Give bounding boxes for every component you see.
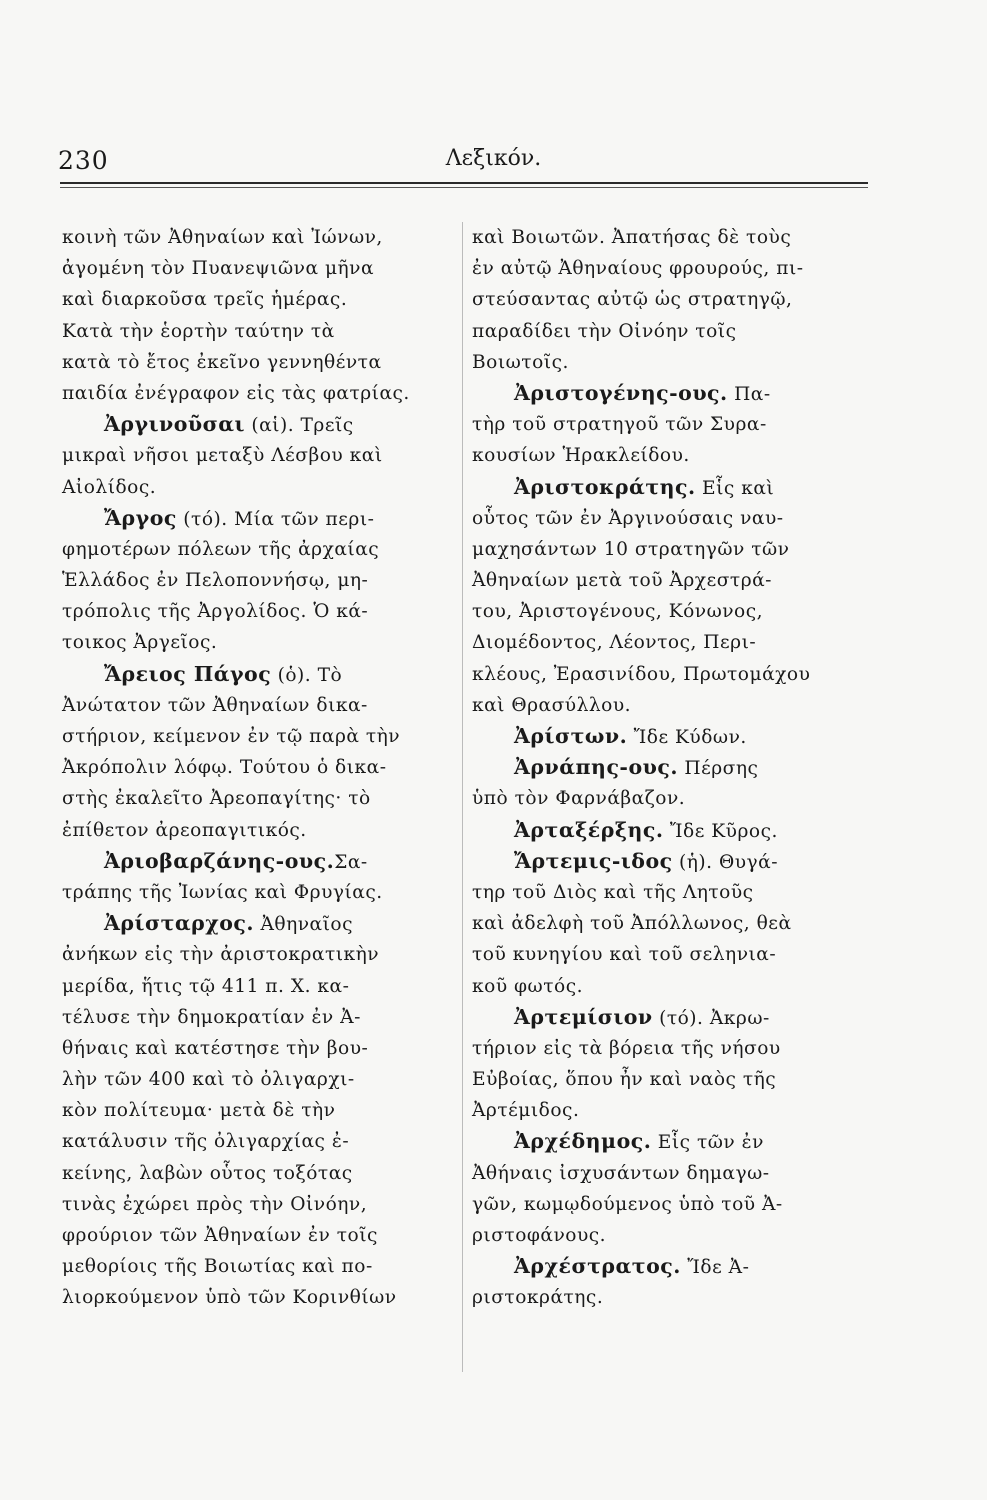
text-line	[62, 565, 454, 596]
text-line	[472, 596, 864, 627]
text-line	[62, 472, 454, 503]
line-text: (τό). Μία τῶν περι-	[176, 508, 375, 530]
running-head: Λεξικόν.	[445, 146, 542, 171]
line-text: στὴς ἐκαλεῖτο Ἀρεοπαγίτης· τὸ	[62, 788, 371, 810]
line-text: ἐν αὐτῷ Ἀθηναίους φρουρούς, πι-	[472, 258, 804, 280]
text-line	[62, 971, 454, 1002]
line-text: Σα-	[334, 851, 368, 873]
line-text: Βοιωτοῖς.	[472, 351, 569, 373]
line-text: κοινὴ τῶν Ἀθηναίων καὶ Ἰώνων,	[62, 227, 383, 248]
line-text: Ἀθηναῖος	[254, 914, 353, 936]
text-line	[62, 222, 454, 253]
line-text: Ἴδε Κύδων.	[627, 727, 747, 748]
text-line	[472, 783, 864, 814]
headword: Ἀριστοκράτης.	[514, 474, 696, 499]
line-text: κατάλυσιν τῆς ὀλιγαρχίας ἐ-	[62, 1131, 350, 1153]
entry-line	[472, 472, 864, 503]
text-line	[62, 440, 454, 471]
line-text: μικραὶ νῆσοι μεταξὺ Λέσβου καὶ	[62, 445, 383, 467]
line-text: τινὰς ἐχώρει πρὸς τὴν Οἰνόην,	[62, 1193, 368, 1215]
headword: Ἀρίστων.	[514, 724, 628, 748]
page-number: 230	[58, 146, 109, 175]
headword: Ἀρχέδημος.	[514, 1129, 652, 1154]
line-text: ριστοκράτης.	[472, 1287, 604, 1309]
text-line	[62, 1220, 454, 1251]
line-text: Ἴδε Ἀ-	[680, 1257, 750, 1279]
text-line	[472, 284, 864, 315]
text-line	[472, 253, 864, 284]
text-line	[62, 1251, 454, 1282]
text-line	[62, 877, 454, 908]
column-divider	[462, 222, 463, 1372]
line-text: (ἡ). Θυγά-	[672, 851, 778, 873]
line-text: ὑπὸ τὸν Φαρνάβαζον.	[472, 788, 686, 810]
text-line	[62, 378, 454, 409]
text-line	[62, 1282, 454, 1313]
text-line	[62, 347, 454, 378]
line-text: Πα-	[727, 383, 771, 405]
text-line	[472, 690, 864, 721]
headword: Ἀρχέστρατος.	[514, 1254, 681, 1279]
headword: Ἄρτεμις-ιδος	[514, 848, 673, 873]
line-text: Κατὰ τὴν ἑορτὴν ταύτην τὰ	[62, 320, 335, 342]
line-text: (ὁ). Τὸ	[271, 664, 343, 686]
line-text: γῶν, κωμῳδούμενος ὑπὸ τοῦ Ἀ-	[472, 1193, 783, 1215]
line-text: τρόπολις τῆς Ἀργολίδος. Ὁ κά-	[62, 601, 369, 623]
line-text: τήριον εἰς τὰ βόρεια τῆς νήσου	[472, 1037, 781, 1059]
line-text: μερίδα, ἥτις τῷ 411 π. Χ. κα-	[62, 975, 350, 997]
line-text: καὶ ἀδελφὴ τοῦ Ἀπόλλωνος, θεὰ	[472, 913, 792, 935]
text-line	[62, 690, 454, 721]
header-rule-thin	[60, 187, 868, 188]
line-text: Ἀθήναις ἰσχυσάντων δημαγω-	[472, 1162, 770, 1184]
text-line	[472, 1282, 864, 1313]
line-text: καὶ διαρκοῦσα τρεῖς ἡμέρας.	[62, 289, 348, 311]
line-text: μαχησάντων 10 στρατηγῶν τῶν	[472, 538, 790, 560]
text-line	[62, 1064, 454, 1095]
entry-line	[472, 1126, 864, 1157]
text-line	[62, 627, 454, 658]
text-line	[62, 1126, 454, 1157]
line-text: λὴν τῶν 400 καὶ τὸ ὀλιγαρχι-	[62, 1069, 355, 1091]
entry-line	[62, 409, 454, 440]
text-line	[472, 1033, 864, 1064]
headword: Ἀργινοῦσαι	[104, 412, 245, 437]
entry-line	[472, 846, 864, 877]
line-text: ἀνήκων εἰς τὴν ἀριστοκρατικὴν	[62, 944, 380, 966]
text-line	[472, 316, 864, 347]
headword: Ἀριστογένης-ους.	[514, 380, 728, 405]
text-line	[472, 565, 864, 596]
text-line	[62, 284, 454, 315]
text-line	[62, 721, 454, 752]
entry-line	[472, 752, 864, 783]
left-column	[62, 222, 454, 1314]
line-text: Ἀκρόπολιν λόφῳ. Τούτου ὁ δικα-	[62, 757, 387, 779]
text-line	[472, 1064, 864, 1095]
line-text: τέλυσε τὴν δημοκρατίαν ἐν Ἀ-	[62, 1006, 361, 1028]
header-rule	[60, 182, 868, 184]
text-line	[62, 1189, 454, 1220]
text-line	[62, 1158, 454, 1189]
line-text: παραδίδει τὴν Οἰνόην τοῖς	[472, 320, 737, 342]
line-text: τοῦ κυνηγίου καὶ τοῦ σεληνια-	[472, 944, 777, 966]
headword: Ἄργος	[104, 505, 177, 530]
text-line	[62, 316, 454, 347]
entry-line	[472, 1251, 864, 1282]
headword: Ἀρτεμίσιον	[514, 1004, 653, 1029]
text-line	[472, 971, 864, 1002]
line-text: κὸν πολίτευμα· μετὰ δὲ τὴν	[62, 1100, 336, 1122]
text-line	[472, 1220, 864, 1251]
headword: Ἄρειος Πάγος	[104, 661, 272, 686]
entry-line	[62, 846, 454, 877]
text-line	[472, 659, 864, 690]
line-text: τοικος Ἀργεῖος.	[62, 632, 218, 654]
line-text: φρούριον τῶν Ἀθηναίων ἐν τοῖς	[62, 1225, 378, 1246]
line-text: κατὰ τὸ ἔτος ἐκεῖνο γεννηθέντα	[62, 351, 382, 373]
headword: Ἀρίσταρχος.	[104, 911, 255, 936]
text-line	[472, 1095, 864, 1126]
line-text: καὶ Θρασύλλου.	[472, 694, 632, 716]
text-line	[62, 1002, 454, 1033]
line-text: παιδία ἐνέγραφον εἰς τὰς φατρίας.	[62, 382, 410, 404]
text-line	[62, 534, 454, 565]
line-text: τὴρ τοῦ στρατηγοῦ τῶν Συρα-	[472, 414, 767, 436]
text-line	[62, 939, 454, 970]
text-line	[472, 877, 864, 908]
headword: Ἀριοβαρζάνης-ους.	[104, 848, 335, 873]
line-text: τηρ τοῦ Διὸς καὶ τῆς Λητοῦς	[472, 881, 754, 903]
line-text: Ἀρτέμιδος.	[472, 1100, 580, 1122]
line-text: κείνης, λαβὼν οὗτος τοξότας	[62, 1162, 353, 1184]
line-text: (αἱ). Τρεῖς	[244, 415, 354, 437]
text-line	[62, 253, 454, 284]
text-line	[472, 534, 864, 565]
text-line	[472, 627, 864, 658]
text-line	[472, 503, 864, 534]
text-line	[472, 440, 864, 471]
line-text: Ἀνώτατον τῶν Ἀθηναίων δικα-	[62, 694, 368, 716]
line-text: Αἰολίδος.	[62, 476, 157, 498]
text-line	[472, 222, 864, 253]
line-text: κουσίων Ἡρακλείδου.	[472, 445, 690, 467]
line-text: Ἴδε Κῦρος.	[663, 820, 778, 842]
text-line	[472, 347, 864, 378]
entry-line	[472, 1002, 864, 1033]
text-line	[62, 1095, 454, 1126]
entry-line	[472, 721, 864, 752]
entry-line	[62, 659, 454, 690]
text-line	[62, 1033, 454, 1064]
line-text: στεύσαντας αὐτῷ ὡς στρατηγῷ,	[472, 289, 793, 311]
line-text: ριστοφάνους.	[472, 1225, 607, 1246]
right-column	[472, 222, 864, 1314]
line-text: Διομέδοντος, Λέοντος, Περι-	[472, 632, 757, 654]
headword: Ἀρταξέρξης.	[514, 817, 664, 842]
line-text: Εἷς καὶ	[695, 477, 775, 499]
text-line	[472, 1189, 864, 1220]
line-text: θήναις καὶ κατέστησε τὴν βου-	[62, 1037, 369, 1059]
text-line	[472, 908, 864, 939]
entry-line	[472, 815, 864, 846]
line-text: στήριον, κείμενον ἐν τῷ παρὰ τὴν	[62, 726, 401, 747]
line-text: Πέρσης	[677, 758, 759, 780]
line-text: φημοτέρων πόλεων τῆς ἀρχαίας	[62, 538, 380, 560]
line-text: (τό). Ἀκρω-	[652, 1007, 770, 1029]
line-text: Εὐβοίας, ὅπου ἦν καὶ ναὸς τῆς	[472, 1069, 777, 1091]
line-text: κοῦ φωτός.	[472, 975, 584, 997]
text-line	[472, 1158, 864, 1189]
line-text: Ἑλλάδος ἐν Πελοποννήσῳ, μη-	[62, 570, 369, 592]
line-text: οὗτος τῶν ἐν Ἀργινούσαις ναυ-	[472, 507, 784, 529]
text-line	[62, 783, 454, 814]
line-text: Ἀθηναίων μετὰ τοῦ Ἀρχεστρά-	[472, 570, 772, 592]
text-line	[62, 596, 454, 627]
line-text: τράπης τῆς Ἰωνίας καὶ Φρυγίας.	[62, 881, 383, 903]
line-text: ἐπίθετον ἀρεοπαγιτικός.	[62, 819, 307, 841]
entry-line	[472, 378, 864, 409]
text-line	[472, 409, 864, 440]
entry-line	[62, 908, 454, 939]
text-line	[62, 752, 454, 783]
text-line	[472, 939, 864, 970]
line-text: ἀγομένη τὸν Πυανεψιῶνα μῆνα	[62, 258, 375, 280]
line-text: του, Ἀριστογένους, Κόνωνος,	[472, 601, 764, 623]
line-text: καὶ Βοιωτῶν. Ἀπατήσας δὲ τοὺς	[472, 227, 792, 248]
entry-line	[62, 503, 454, 534]
line-text: μεθορίοις τῆς Βοιωτίας καὶ πο-	[62, 1256, 373, 1278]
line-text: λιορκούμενον ὑπὸ τῶν Κορινθίων	[62, 1287, 397, 1309]
headword: Ἀρνάπης-ους.	[514, 755, 678, 780]
text-line	[62, 815, 454, 846]
line-text: κλέους, Ἐρασινίδου, Πρωτομάχου	[472, 663, 811, 685]
line-text: Εἷς τῶν ἐν	[651, 1132, 764, 1154]
